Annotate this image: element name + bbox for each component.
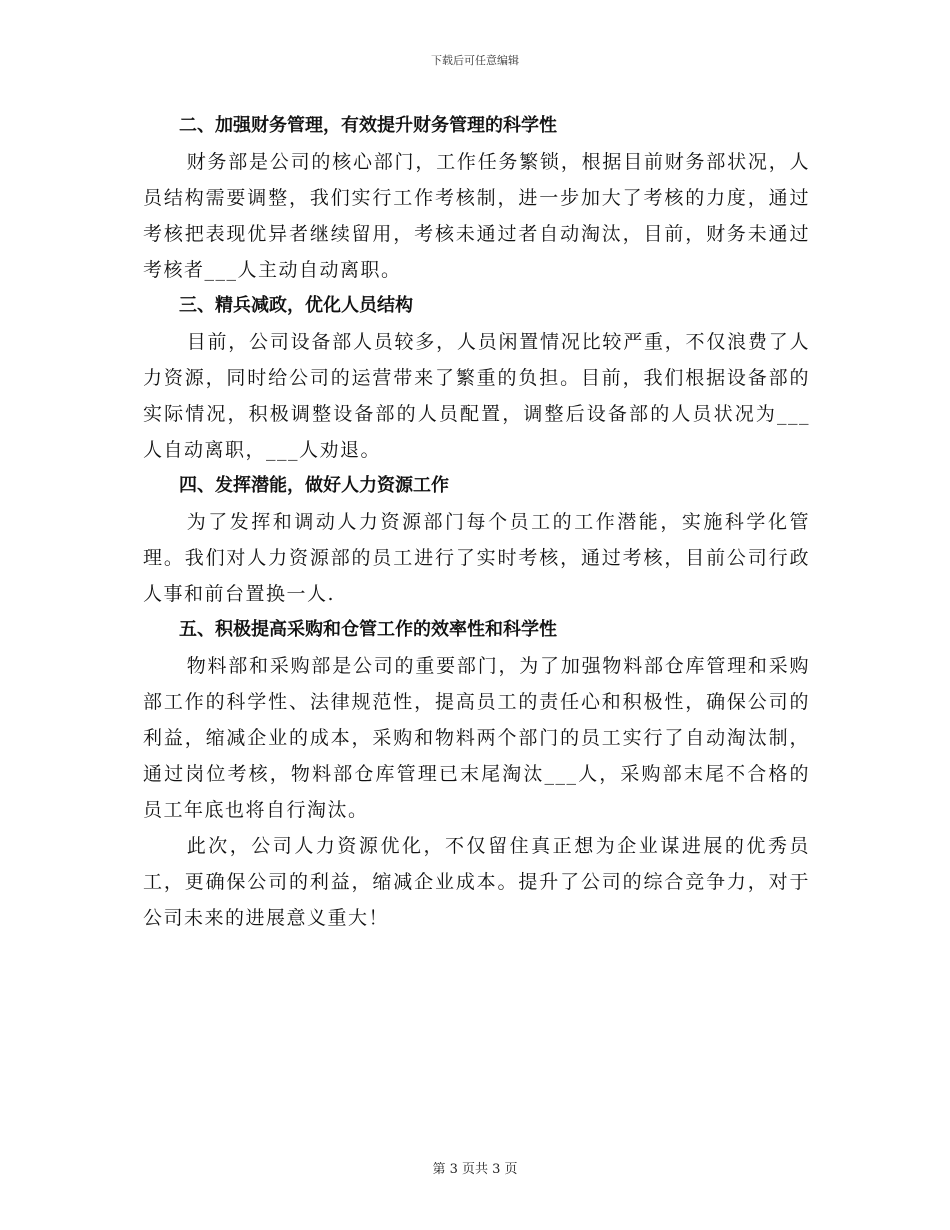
document-body	[143, 108, 810, 936]
paragraph-finance: 财务部是公司的核心部门，工作任务繁锁，根据目前财务部状况，人员结构需要调整，我们实行工作考核制，进一步加大了考核的力度，通过考核把表现优异者继续留用，考核未通过者自动淘汰，目前，财务未通过考核者___人主动自动离职。	[143, 151, 810, 281]
section-heading-finance: 二、加强财务管理，有效提升财务管理的科学性	[179, 115, 557, 136]
page-footer: 第 3 页共 3 页	[432, 1162, 518, 1177]
paragraph-staff-structure: 目前，公司设备部人员较多，人员闲置情况比较严重，不仅浪费了人力资源，同时给公司的运营带来了繁重的负担。目前，我们根据设备部的实际情况，积极调整设备部的人员配置，调整后设备部的人员状况为___人自动离职，___人劝退。	[143, 331, 810, 461]
paragraph-procurement: 物料部和采购部是公司的重要部门，为了加强物料部仓库管理和采购部工作的科学性、法律规范性，提高员工的责任心和积极性，确保公司的利益，缩减企业的成本，采购和物料两个部门的员工实行了自动淘汰制，通过岗位考核，物料部仓库管理已末尾淘汰___人，采购部末尾不合格的员工年底也将自行淘汰。	[143, 655, 810, 821]
section-heading-staff-structure: 三、精兵减政，优化人员结构	[179, 295, 413, 316]
section-heading-human-resources: 四、发挥潜能，做好人力资源工作	[179, 475, 449, 496]
page-header: 下载后可任意编辑	[431, 54, 519, 67]
paragraph-conclusion: 此次，公司人力资源优化，不仅留住真正想为企业谋进展的优秀员工，更确保公司的利益，缩减企业成本。提升了公司的综合竞争力，对于公司未来的进展意义重大！	[143, 835, 810, 929]
section-heading-procurement: 五、积极提高采购和仓管工作的效率性和科学性	[179, 619, 557, 640]
paragraph-human-resources: 为了发挥和调动人力资源部门每个员工的工作潜能，实施科学化管理。我们对人力资源部的员工进行了实时考核，通过考核，目前公司行政人事和前台置换一人.	[143, 511, 810, 605]
